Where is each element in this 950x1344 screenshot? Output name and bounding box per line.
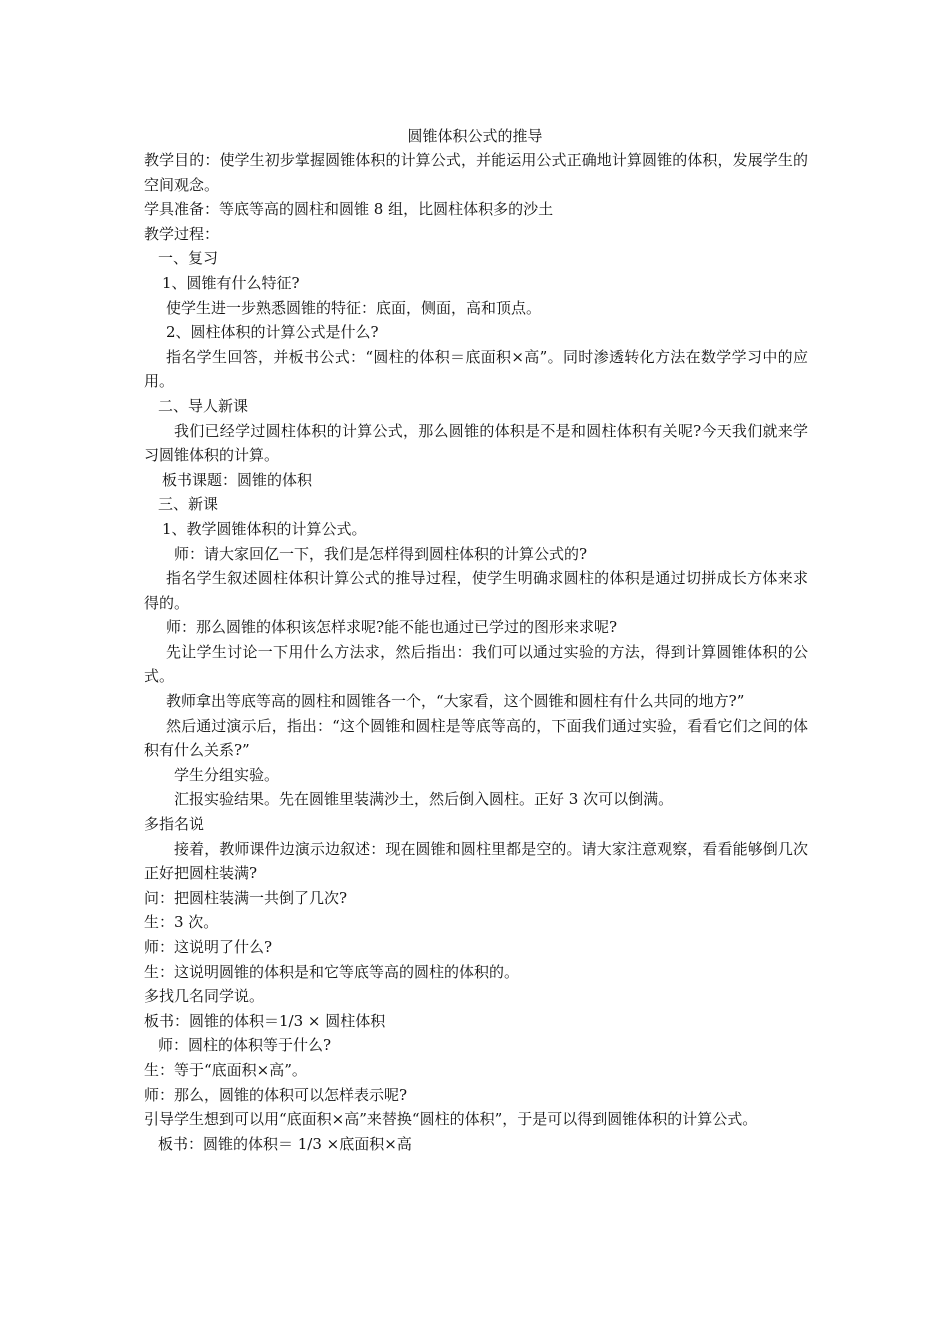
paragraph: 教师拿出等底等高的圆柱和圆锥各一个，“大家看，这个圆锥和圆柱有什么共同的地方?”	[166, 692, 745, 711]
paragraph: 1、教学圆锥体积的计算公式。	[162, 519, 367, 538]
paragraph: 生：3 次。	[144, 913, 219, 932]
document-body	[144, 148, 808, 1156]
paragraph: 师：那么圆锥的体积该怎样求呢?能不能也通过已学过的图形来求呢?	[166, 618, 618, 637]
paragraph: 问：把圆柱装满一共倒了几次?	[144, 888, 348, 907]
paragraph: 1、圆锥有什么特征?	[162, 273, 300, 292]
paragraph: 板书课题：圆锥的体积	[162, 470, 313, 489]
paragraph: 先让学生讨论一下用什么方法求，然后指出：我们可以通过实验的方法，得到计算圆锥体积的公式。	[144, 642, 808, 686]
paragraph: 师：请大家回亿一下，我们是怎样得到圆柱体积的计算公式的?	[174, 544, 588, 563]
paragraph: 生：等于“底面积×高”。	[144, 1060, 307, 1079]
paragraph: 我们已经学过圆柱体积的计算公式，那么圆锥的体积是不是和圆柱体积有关呢?今天我们就来学习圆锥体积的计算。	[144, 421, 808, 465]
paragraph: 学具准备：等底等高的圆柱和圆锥 8 组，比圆柱体积多的沙土	[144, 200, 554, 219]
paragraph: 使学生进一步熟悉圆锥的特征：底面，侧面，高和顶点。	[166, 298, 542, 317]
paragraph: 一、复习	[158, 249, 219, 268]
paragraph: 生：这说明圆锥的体积是和它等底等高的圆柱的体积的。	[144, 962, 520, 981]
paragraph: 指名学生叙述圆柱体积计算公式的推导过程，使学生明确求圆柱的体积是通过切拼成长方体来求得的。	[144, 569, 808, 612]
paragraph: 师：那么，圆锥的体积可以怎样表示呢?	[144, 1085, 408, 1104]
paragraph: 二、导人新课	[158, 396, 249, 415]
paragraph: 指名学生回答，并板书公式：“圆柱的体积＝底面积×高”。同时渗透转化方法在数学学习中的应用。	[144, 347, 808, 391]
paragraph: 接着，教师课件边演示边叙述：现在圆锥和圆柱里都是空的。请大家注意观察，看看能够倒几次正好把圆柱装满?	[144, 839, 808, 883]
paragraph: 三、新课	[158, 495, 219, 514]
paragraph: 2、圆柱体积的计算公式是什么?	[166, 323, 379, 342]
paragraph: 多找几名同学说。	[144, 987, 265, 1006]
paragraph: 汇报实验结果。先在圆锥里装满沙土，然后倒入圆柱。正好 3 次可以倒满。	[174, 790, 674, 809]
paragraph: 教学目的：使学生初步掌握圆锥体积的计算公式，并能运用公式正确地计算圆锥的体积，发展学生的空间观念。	[144, 151, 808, 194]
paragraph: 师：这说明了什么?	[144, 938, 273, 956]
paragraph: 然后通过演示后，指出：“这个圆锥和圆柱是等底等高的，下面我们通过实验，看看它们之间的体积有什么关系?”	[144, 716, 808, 760]
paragraph: 教学过程：	[144, 224, 220, 243]
paragraph: 师：圆柱的体积等于什么?	[158, 1036, 332, 1055]
paragraph: 板书：圆锥的体积＝1/3 × 圆柱体积	[144, 1011, 386, 1030]
paragraph: 学生分组实验。	[174, 765, 280, 784]
document-title: 圆锥体积公式的推导	[407, 127, 543, 145]
paragraph: 引导学生想到可以用“底面积×高”来替换“圆柱的体积”，于是可以得到圆锥体积的计算公式。	[144, 1110, 758, 1129]
paragraph: 多指名说	[144, 815, 205, 834]
paragraph: 板书：圆锥的体积＝ 1/3 ×底面积×高	[158, 1134, 412, 1153]
